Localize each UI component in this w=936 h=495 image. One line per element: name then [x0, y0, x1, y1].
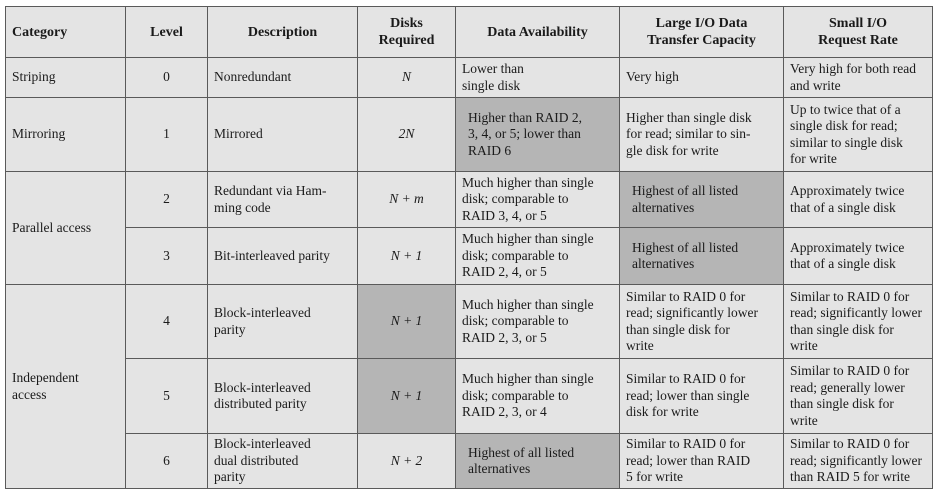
cell-line: Very high for both read — [790, 61, 916, 76]
cell-line: Block-interleaved — [214, 379, 311, 395]
cell-line: Approximately twice — [790, 183, 905, 198]
cell-line: Similar to RAID 0 for — [626, 436, 746, 452]
cell-line: RAID 2, 3, or 5 — [462, 329, 547, 345]
cell-line: for read; similar to sin- — [626, 126, 751, 142]
header-large-io — [620, 7, 784, 58]
cell-line: read; significantly lower — [790, 305, 922, 320]
cell-line: disk; comparable to — [462, 247, 569, 263]
cell-line: Similar to RAID 0 for — [626, 371, 746, 387]
cell-line: than single disk for — [626, 321, 730, 337]
cell-line: write — [626, 338, 654, 353]
cell-line: alternatives — [468, 461, 531, 476]
table-row — [6, 172, 933, 228]
description-cell — [208, 359, 358, 434]
cell-line: distributed parity — [214, 396, 307, 411]
description-cell — [208, 172, 358, 228]
header-small-io — [784, 7, 933, 58]
level-cell: 0 — [126, 58, 208, 98]
cell-line: Very high — [626, 69, 679, 85]
cell-line: Similar to RAID 0 for — [790, 436, 910, 452]
large-io-cell — [620, 285, 784, 359]
cell-line: Higher than single disk — [626, 109, 752, 125]
cell-line: than single disk for — [790, 396, 894, 411]
category-cell — [6, 285, 126, 489]
availability-cell — [456, 434, 620, 489]
header-line: Request Rate — [818, 33, 898, 48]
cell-line: alternatives — [632, 199, 695, 215]
cell-line: gle disk for write — [626, 142, 719, 158]
small-io-cell — [784, 98, 933, 172]
large-io-cell — [620, 172, 784, 228]
disks-cell: N + 2 — [358, 434, 456, 489]
cell-line: 5 for write — [626, 469, 683, 485]
small-io-cell — [784, 58, 933, 98]
cell-line: read; lower than RAID — [626, 452, 751, 468]
cell-line: for write — [790, 151, 837, 166]
cell-line: RAID 3, 4, or 5 — [462, 207, 547, 223]
cell-line: Block-interleaved — [214, 436, 311, 452]
table-row — [6, 285, 933, 359]
cell-line: Higher than RAID 2, — [468, 109, 582, 125]
disks-cell: N + 1 — [358, 285, 456, 359]
category-cell: Parallel access — [6, 172, 126, 285]
cell-line: RAID 2, 4, or 5 — [462, 264, 547, 280]
table-row — [6, 98, 933, 172]
disks-cell: N + m — [358, 172, 456, 228]
cell-line: Block-interleaved — [214, 305, 311, 320]
cell-line: than RAID 5 for write — [790, 469, 910, 485]
cell-line: ming code — [214, 199, 271, 215]
small-io-cell — [784, 285, 933, 359]
large-io-cell — [620, 359, 784, 434]
header-disks-required — [358, 7, 456, 58]
cell-line: disk; comparable to — [462, 387, 569, 403]
cell-line: read; lower than single — [626, 387, 750, 403]
header-category: Category — [6, 7, 126, 58]
cell-line: access — [12, 386, 47, 402]
header-line: Disks — [390, 16, 423, 31]
cell-line: Similar to RAID 0 for — [790, 288, 910, 304]
cell-line: similar to single disk — [790, 134, 903, 150]
cell-line: RAID 2, 3, or 4 — [462, 404, 547, 420]
cell-line: and write — [790, 77, 841, 93]
cell-line: Redundant via Ham- — [214, 183, 327, 198]
large-io-cell — [620, 434, 784, 489]
cell-line: alternatives — [632, 256, 695, 271]
level-cell: 2 — [126, 172, 208, 228]
level-cell: 1 — [126, 98, 208, 172]
cell-line: 3, 4, or 5; lower than — [468, 126, 581, 142]
level-cell: 6 — [126, 434, 208, 489]
availability-cell — [456, 98, 620, 172]
description-cell — [208, 285, 358, 359]
disks-cell: N — [358, 58, 456, 98]
disks-cell: 2N — [358, 98, 456, 172]
small-io-cell — [784, 172, 933, 228]
cell-line: Similar to RAID 0 for — [790, 363, 910, 378]
availability-cell — [456, 58, 620, 98]
description-cell — [208, 434, 358, 489]
cell-line: single disk — [462, 77, 521, 93]
cell-line: Much higher than single — [462, 371, 594, 387]
cell-line: Highest of all listed — [632, 183, 739, 198]
description-cell — [208, 58, 358, 98]
level-cell: 3 — [126, 228, 208, 285]
level-cell: 4 — [126, 285, 208, 359]
cell-line: Nonredundant — [214, 69, 292, 85]
cell-line: Mirrored — [214, 126, 263, 142]
cell-line: read; generally lower — [790, 379, 905, 395]
cell-line: dual distributed — [214, 452, 299, 468]
cell-line: Up to twice that of a — [790, 101, 901, 117]
raid-levels-table — [5, 6, 933, 489]
availability-cell — [456, 359, 620, 434]
availability-cell — [456, 172, 620, 228]
cell-line: write — [790, 412, 818, 428]
availability-cell — [456, 228, 620, 285]
cell-line: that of a single disk — [790, 199, 896, 215]
header-line: Transfer Capacity — [647, 33, 756, 48]
table-row — [6, 434, 933, 489]
description-cell — [208, 98, 358, 172]
cell-line: single disk for read; — [790, 118, 898, 133]
cell-line: than single disk for — [790, 321, 894, 337]
cell-line: parity — [214, 469, 246, 485]
cell-line: disk; comparable to — [462, 313, 569, 329]
header-description: Description — [208, 7, 358, 58]
disks-cell: N + 1 — [358, 228, 456, 285]
availability-cell — [456, 285, 620, 359]
cell-line: Highest of all listed — [632, 239, 739, 255]
cell-line: write — [790, 338, 818, 353]
cell-line: Independent — [12, 370, 79, 385]
cell-line: Much higher than single — [462, 174, 594, 190]
cell-line: Lower than — [462, 61, 524, 76]
large-io-cell — [620, 58, 784, 98]
header-data-availability: Data Availability — [456, 7, 620, 58]
small-io-cell — [784, 434, 933, 489]
cell-line: RAID 6 — [468, 142, 512, 158]
disks-cell: N + 1 — [358, 359, 456, 434]
cell-line: Highest of all listed — [468, 444, 575, 460]
cell-line: parity — [214, 321, 246, 337]
header-line: Required — [378, 33, 435, 48]
cell-line: disk for write — [626, 404, 699, 420]
level-cell: 5 — [126, 359, 208, 434]
category-cell: Striping — [6, 58, 126, 98]
cell-line: that of a single disk — [790, 256, 896, 271]
description-cell — [208, 228, 358, 285]
header-row — [6, 7, 933, 58]
cell-line: Similar to RAID 0 for — [626, 288, 746, 304]
cell-line: read; significantly lower — [790, 452, 922, 468]
header-line: Small I/O — [829, 16, 887, 31]
cell-line: Much higher than single — [462, 231, 594, 247]
cell-line: disk; comparable to — [462, 191, 569, 207]
table-row — [6, 359, 933, 434]
large-io-cell — [620, 228, 784, 285]
table-row — [6, 58, 933, 98]
cell-line: Approximately twice — [790, 239, 905, 255]
cell-line: Much higher than single — [462, 296, 594, 312]
large-io-cell — [620, 98, 784, 172]
header-line: Large I/O Data — [655, 16, 748, 31]
header-level: Level — [126, 7, 208, 58]
table-row — [6, 228, 933, 285]
small-io-cell — [784, 228, 933, 285]
cell-line: read; significantly lower — [626, 305, 758, 320]
category-cell: Mirroring — [6, 98, 126, 172]
cell-line: Bit-interleaved parity — [214, 247, 330, 263]
small-io-cell — [784, 359, 933, 434]
